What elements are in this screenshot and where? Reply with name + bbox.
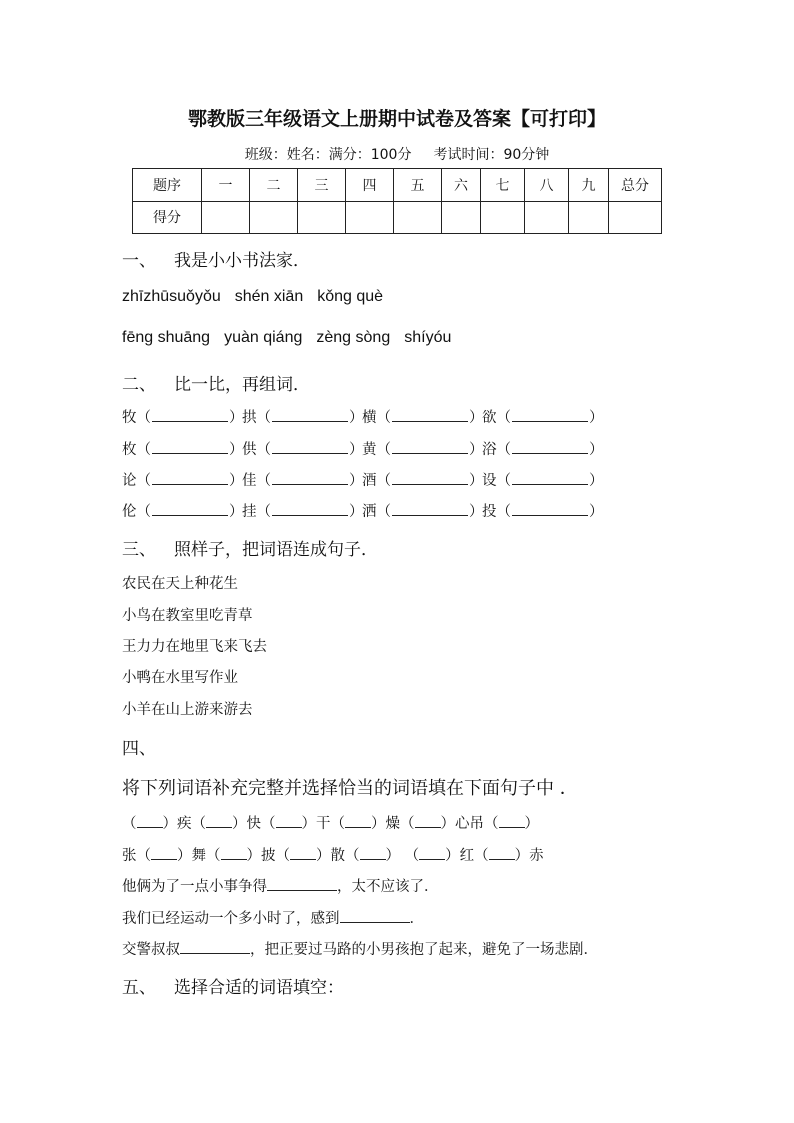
score-header-cell: 四 bbox=[346, 169, 394, 202]
word-row: 枚（ ）供（ ）黄（ ）浴（ ） bbox=[122, 442, 604, 458]
score-header-cell: 六 bbox=[442, 169, 481, 202]
pinyin-word: shén xiān bbox=[234, 288, 304, 305]
answer-blank[interactable] bbox=[206, 815, 232, 828]
word-char: 欲 bbox=[482, 410, 497, 426]
pinyin-word: kǒng què bbox=[317, 288, 384, 305]
idiom-row-1: （ ）疾（ ）快（ ）干（ ）燥（ ）心吊（ ） bbox=[122, 816, 539, 832]
answer-blank[interactable] bbox=[489, 847, 515, 860]
word-row: 论（ ）佳（ ）酒（ ）设（ ） bbox=[122, 473, 604, 489]
word-char: 黄 bbox=[362, 442, 377, 458]
pinyin-word: shíyóu bbox=[404, 329, 452, 346]
score-header-cell: 五 bbox=[394, 169, 442, 202]
answer-blank[interactable] bbox=[152, 472, 228, 485]
score-table bbox=[132, 168, 662, 234]
exam-info-left: 班级：姓名：满分：100分 bbox=[244, 147, 412, 163]
answer-blank[interactable] bbox=[512, 503, 588, 516]
score-table-score-row bbox=[133, 201, 662, 234]
section-5-heading bbox=[122, 973, 344, 998]
answer-blank[interactable] bbox=[267, 878, 337, 891]
fill-sentence-1: 他俩为了一点小事争得 ，太不应该了． bbox=[122, 879, 439, 895]
score-row-label: 得分 bbox=[133, 201, 202, 234]
score-cell bbox=[202, 201, 250, 234]
pinyin-word: fēng shuāng bbox=[122, 329, 211, 346]
page-title: 鄂教版三年级语文上册期中试卷及答案【可打印】 bbox=[187, 108, 606, 130]
answer-blank[interactable] bbox=[415, 815, 441, 828]
score-header-cell: 八 bbox=[525, 169, 569, 202]
score-cell bbox=[569, 201, 609, 234]
section-number: 三、 bbox=[122, 540, 156, 560]
exam-info-right: 考试时间：90分钟 bbox=[433, 147, 550, 163]
word-char: 供 bbox=[242, 442, 257, 458]
answer-blank[interactable] bbox=[340, 910, 410, 923]
word-char: 伦 bbox=[122, 504, 137, 520]
answer-blank[interactable] bbox=[152, 503, 228, 516]
idiom-row-2: 张（ ）舞（ ）披（ ）散（ ） （ ）红（ ）赤 bbox=[122, 848, 544, 864]
sentence-fragment: 小鸭在水里写作业 bbox=[122, 670, 238, 686]
answer-blank[interactable] bbox=[512, 409, 588, 422]
section-title: 我是小小书法家． bbox=[174, 251, 310, 271]
section-title: 比一比，再组词． bbox=[174, 375, 310, 395]
answer-blank[interactable] bbox=[512, 472, 588, 485]
answer-blank[interactable] bbox=[276, 815, 302, 828]
score-header-cell: 题序 bbox=[133, 169, 202, 202]
score-cell bbox=[394, 201, 442, 234]
answer-blank[interactable] bbox=[272, 441, 348, 454]
score-cell bbox=[298, 201, 346, 234]
answer-blank[interactable] bbox=[151, 847, 177, 860]
score-table-header-row bbox=[133, 169, 662, 202]
fill-sentence-3: 交警叔叔 ，把正要过马路的小男孩抱了起来，避免了一场悲剧． bbox=[122, 942, 598, 958]
pinyin-line-1 bbox=[122, 288, 397, 306]
score-cell bbox=[346, 201, 394, 234]
answer-blank[interactable] bbox=[152, 441, 228, 454]
section-2-heading bbox=[122, 370, 310, 395]
answer-blank[interactable] bbox=[499, 815, 525, 828]
score-header-cell: 七 bbox=[481, 169, 525, 202]
section-number: 一、 bbox=[122, 251, 156, 271]
fill-sentence-2: 我们已经运动一个多小时了，感到 ． bbox=[122, 911, 424, 927]
answer-blank[interactable] bbox=[392, 503, 468, 516]
sentence-fragment: 小羊在山上游来游去 bbox=[122, 702, 253, 718]
word-char: 挂 bbox=[242, 504, 257, 520]
section-number: 五、 bbox=[122, 978, 156, 998]
answer-blank[interactable] bbox=[152, 409, 228, 422]
score-cell bbox=[609, 201, 662, 234]
pinyin-word: zèng sòng bbox=[316, 329, 391, 346]
sentence-fragment: 农民在天上种花生 bbox=[122, 576, 238, 592]
word-char: 投 bbox=[482, 504, 497, 520]
word-char: 牧 bbox=[122, 410, 137, 426]
section-4-number: 四、 bbox=[122, 739, 156, 759]
score-header-cell: 一 bbox=[202, 169, 250, 202]
sentence-fragment: 王力力在地里飞来飞去 bbox=[122, 639, 267, 655]
section-4-instruction: 将下列词语补充完整并选择恰当的词语填在下面句子中 ． bbox=[122, 778, 578, 799]
answer-blank[interactable] bbox=[180, 941, 250, 954]
pinyin-word: yuàn qiáng bbox=[224, 329, 303, 346]
answer-blank[interactable] bbox=[392, 409, 468, 422]
score-header-cell: 二 bbox=[250, 169, 298, 202]
section-1-heading bbox=[122, 246, 310, 271]
word-char: 枚 bbox=[122, 442, 137, 458]
answer-blank[interactable] bbox=[419, 847, 445, 860]
section-title: 照样子，把词语连成句子． bbox=[174, 540, 378, 560]
pinyin-line-2 bbox=[122, 329, 465, 347]
score-cell bbox=[442, 201, 481, 234]
sentence-fragment: 小鸟在教室里吃青草 bbox=[122, 608, 253, 624]
answer-blank[interactable] bbox=[360, 847, 386, 860]
word-char: 设 bbox=[482, 473, 497, 489]
answer-blank[interactable] bbox=[392, 472, 468, 485]
answer-blank[interactable] bbox=[512, 441, 588, 454]
section-3-heading bbox=[122, 535, 378, 560]
answer-blank[interactable] bbox=[272, 472, 348, 485]
answer-blank[interactable] bbox=[290, 847, 316, 860]
answer-blank[interactable] bbox=[392, 441, 468, 454]
answer-blank[interactable] bbox=[272, 409, 348, 422]
word-char: 拱 bbox=[242, 410, 257, 426]
word-char: 横 bbox=[362, 410, 377, 426]
word-char: 洒 bbox=[362, 504, 377, 520]
score-cell bbox=[525, 201, 569, 234]
word-char: 浴 bbox=[482, 442, 497, 458]
score-cell bbox=[250, 201, 298, 234]
word-char: 佳 bbox=[242, 473, 257, 489]
answer-blank[interactable] bbox=[221, 847, 247, 860]
word-row: 伦（ ）挂（ ）洒（ ）投（ ） bbox=[122, 504, 604, 520]
section-number: 二、 bbox=[122, 375, 156, 395]
score-header-cell: 总分 bbox=[609, 169, 662, 202]
answer-blank[interactable] bbox=[272, 503, 348, 516]
pinyin-word: zhīzhūsuǒyǒu bbox=[122, 288, 221, 305]
answer-blank[interactable] bbox=[345, 815, 371, 828]
word-char: 论 bbox=[122, 473, 137, 489]
word-row: 牧（ ）拱（ ）横（ ）欲（ ） bbox=[122, 410, 604, 426]
section-title: 选择合适的词语填空： bbox=[174, 978, 344, 998]
answer-blank[interactable] bbox=[137, 815, 163, 828]
exam-info bbox=[0, 144, 794, 164]
score-header-cell: 九 bbox=[569, 169, 609, 202]
word-char: 酒 bbox=[362, 473, 377, 489]
score-header-cell: 三 bbox=[298, 169, 346, 202]
score-cell bbox=[481, 201, 525, 234]
